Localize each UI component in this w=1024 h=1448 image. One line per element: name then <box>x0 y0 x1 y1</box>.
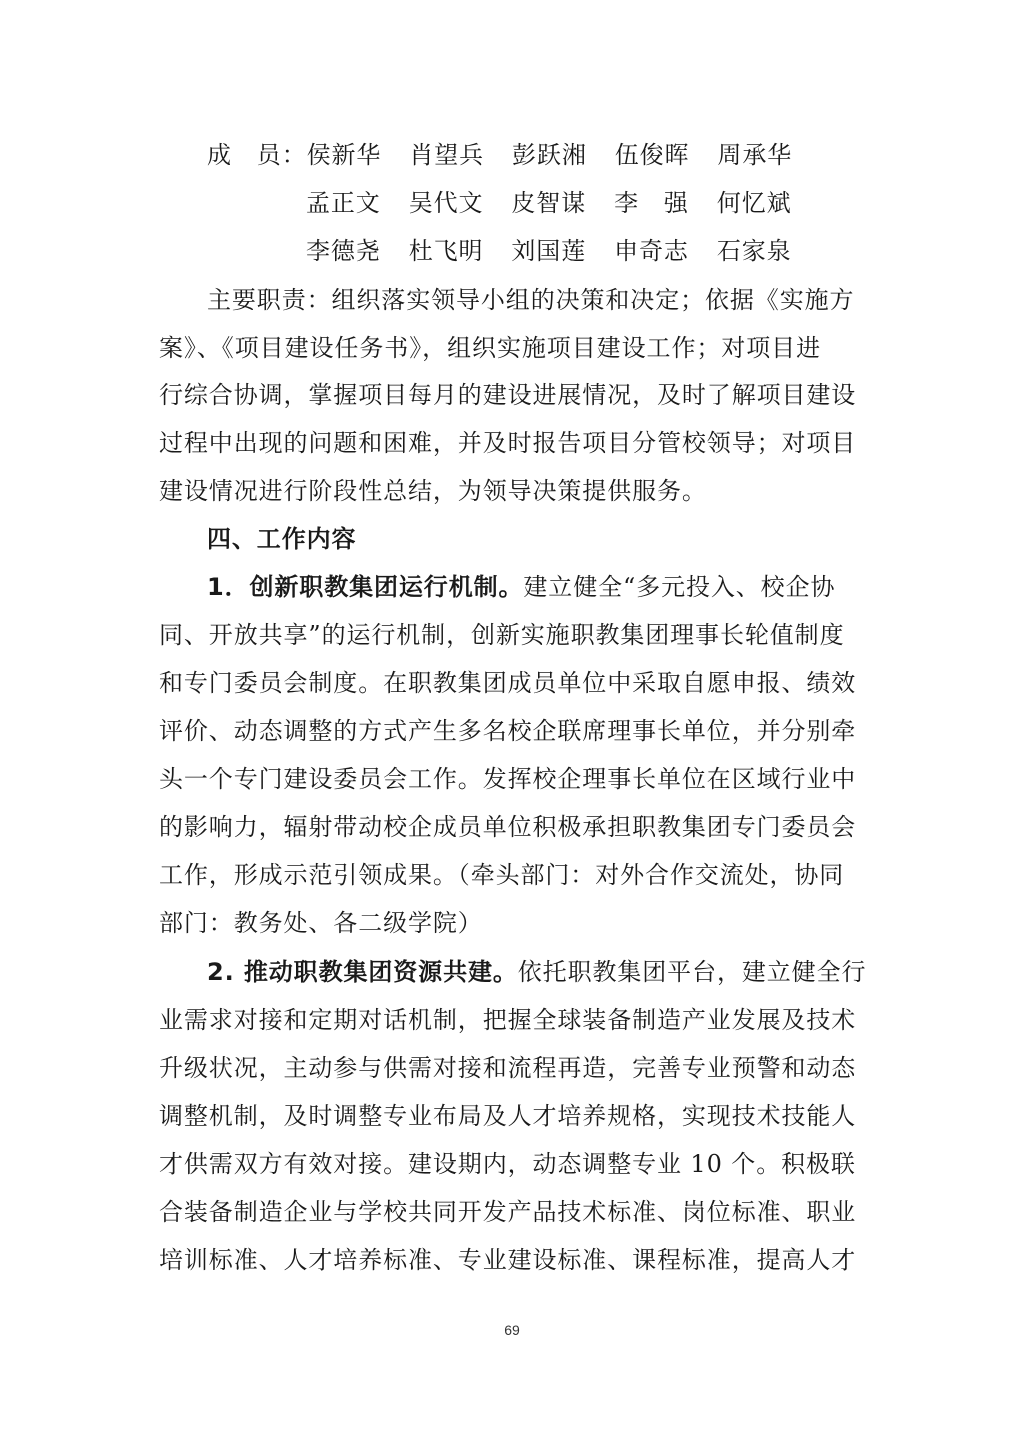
members-row-2 <box>306 188 792 218</box>
duties-line: 行综合协调，掌握项目每月的建设进展情况，及时了解项目建设 <box>159 381 857 409</box>
member-name: 孟正文 <box>306 189 381 217</box>
member-name: 石家泉 <box>716 237 792 265</box>
item1-first-line <box>207 572 869 602</box>
item1-line: 头一个专门建设委员会工作。发挥校企理事长单位在区域行业中 <box>159 765 857 793</box>
item1-line: 同、开放共享”的运行机制，创新实施职教集团理事长轮值制度 <box>159 621 845 649</box>
member-name: 李德尧 <box>306 237 381 265</box>
section-heading: 四、工作内容 <box>207 525 357 553</box>
item1-line: 和专门委员会制度。在职教集团成员单位中采取自愿申报、绩效 <box>159 669 857 697</box>
members-row-1 <box>207 140 792 170</box>
item2-line: 调整机制，及时调整专业布局及人才培养规格，实现技术技能人 <box>159 1102 857 1130</box>
member-name: 李 强 <box>614 189 689 217</box>
member-name: 申奇志 <box>614 237 689 265</box>
members-row-3 <box>306 236 792 266</box>
member-name: 侯新华 <box>306 141 382 169</box>
item2-first-line <box>207 957 869 987</box>
page-number: 69 <box>504 1322 520 1338</box>
member-name: 皮智谋 <box>511 189 587 217</box>
duties-line: 案》、《项目建设任务书》，组织实施项目建设工作；对项目进 <box>159 334 821 362</box>
item2-line: 升级状况，主动参与供需对接和流程再造，完善专业预警和动态 <box>159 1054 857 1082</box>
item2-line: 培训标准、人才培养标准、专业建设标准、课程标准，提高人才 <box>159 1246 857 1274</box>
item2-line: 业需求对接和定期对话机制，把握全球装备制造产业发展及技术 <box>159 1006 857 1034</box>
item1-line: 部门：教务处、各二级学院） <box>159 909 483 937</box>
item2-line: 合装备制造企业与学校共同开发产品技术标准、岗位标准、职业 <box>159 1198 857 1226</box>
member-name: 刘国莲 <box>511 237 587 265</box>
item2-title: 2. 推动职教集团资源共建。 <box>207 958 518 986</box>
item1-line: 的影响力，辐射带动校企成员单位积极承担职教集团专门委员会 <box>159 813 857 841</box>
member-name: 何忆斌 <box>716 189 792 217</box>
item1-title: 1．创新职教集团运行机制。 <box>207 573 524 601</box>
member-name: 肖望兵 <box>409 141 485 169</box>
member-name: 吴代文 <box>408 189 484 217</box>
item1-first-rest: 建立健全“多元投入、校企协 <box>523 573 836 601</box>
item2-line: 才供需双方有效对接。建设期内，动态调整专业 10 个。积极联 <box>159 1150 856 1178</box>
member-name: 周承华 <box>717 141 793 169</box>
duties-line: 建设情况进行阶段性总结，为领导决策提供服务。 <box>159 477 707 505</box>
duties-line: 过程中出现的问题和困难，并及时报告项目分管校领导；对项目 <box>159 429 857 457</box>
members-label: 成 员： <box>207 141 307 169</box>
member-name: 伍俊晖 <box>614 141 690 169</box>
item1-line: 工作，形成示范引领成果。（牵头部门：对外合作交流处，协同 <box>159 861 845 889</box>
duties-line: 主要职责：组织落实领导小组的决策和决定；依据《实施方 <box>207 286 855 314</box>
member-name: 彭跃湘 <box>512 141 587 169</box>
item2-first-rest: 依托职教集团平台，建立健全行 <box>517 958 867 986</box>
item1-line: 评价、动态调整的方式产生多名校企联席理事长单位，并分别牵 <box>159 717 857 745</box>
member-name: 杜飞明 <box>408 237 484 265</box>
